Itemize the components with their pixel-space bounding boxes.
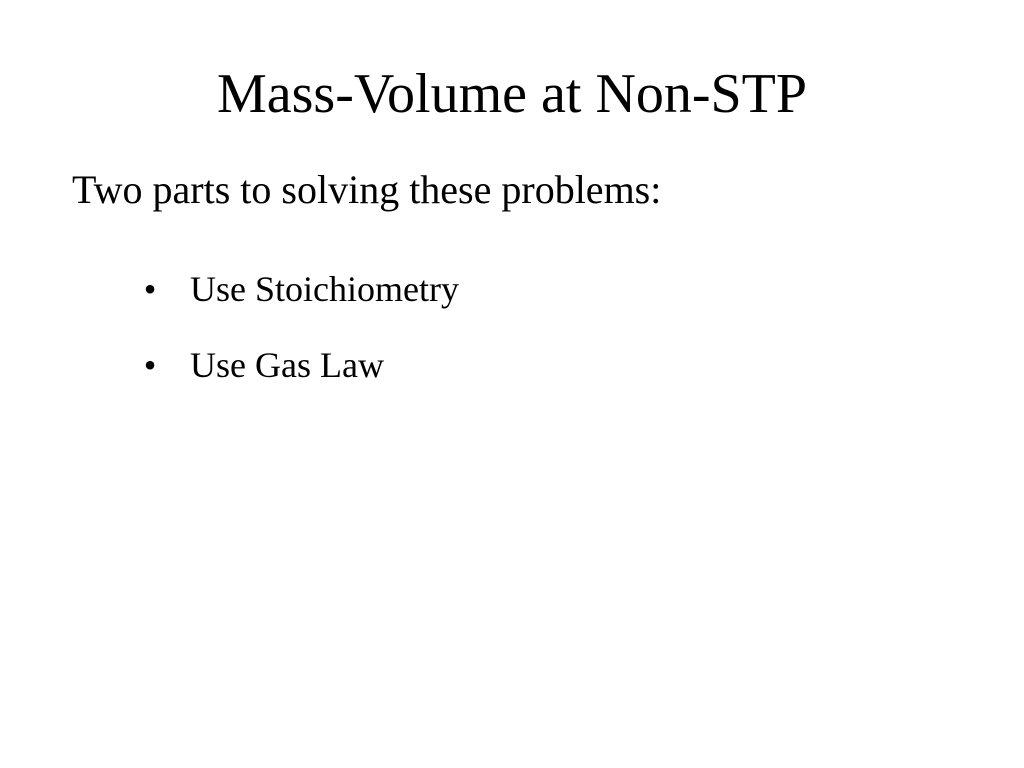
bullet-icon: •	[143, 345, 157, 385]
bullet-text-gas-law: Use Gas Law	[190, 345, 384, 385]
slide-intro-text: Two parts to solving these problems:	[72, 167, 662, 212]
bullet-text-stoichiometry: Use Stoichiometry	[190, 269, 459, 309]
slide-title: Mass-Volume at Non-STP	[216, 63, 808, 125]
bullet-icon: •	[143, 269, 157, 309]
